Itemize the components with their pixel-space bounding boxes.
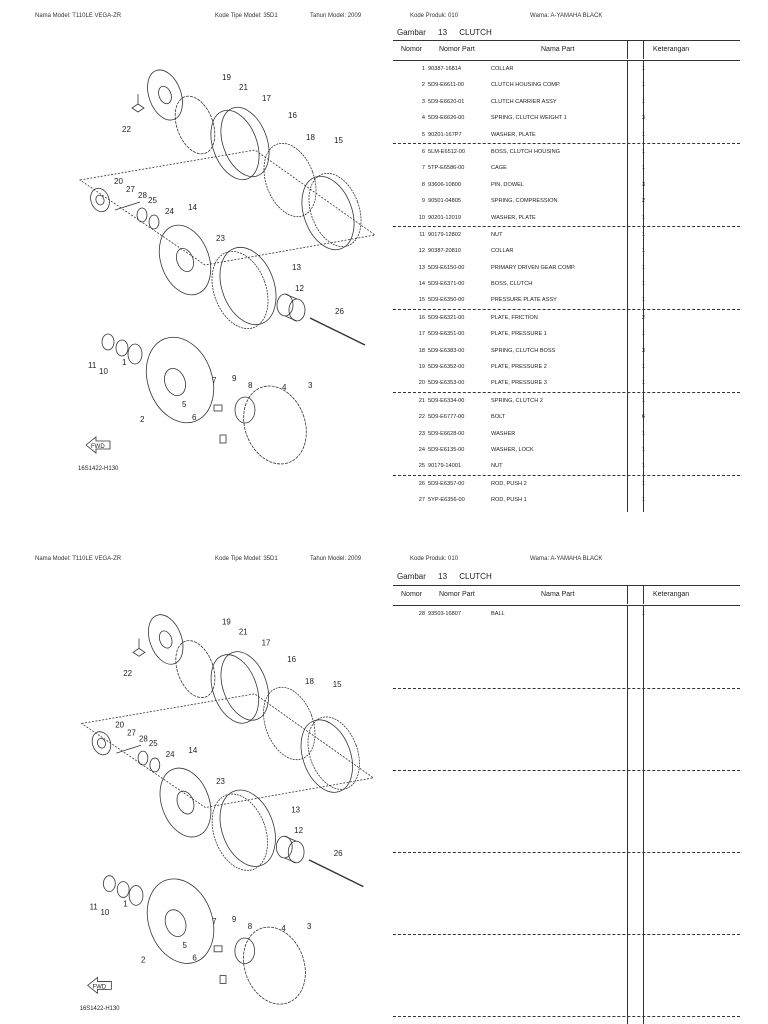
part-quantity: 1 — [641, 497, 645, 504]
model-name: Nama Model: T110LE VEGA-ZR — [35, 556, 122, 562]
callout: 27 — [126, 185, 135, 194]
part-number: 93503-16807 — [428, 611, 461, 617]
callout: 11 — [88, 361, 97, 370]
row-number: 27 — [418, 497, 425, 504]
table-row — [393, 227, 740, 243]
row-number: 23 — [418, 430, 425, 437]
part-name: COLLAR — [491, 66, 514, 72]
part-quantity: 1 — [641, 165, 645, 172]
col-nama-part: Nama Part — [541, 591, 575, 598]
table-row — [393, 243, 740, 259]
row-number: 15 — [418, 297, 425, 304]
part-name: BOLT — [491, 414, 506, 421]
callout: 25 — [148, 739, 158, 749]
row-number: 16 — [418, 314, 425, 321]
col-nomor: Nomor — [401, 46, 423, 53]
table-row — [393, 210, 740, 227]
row-number: 17 — [418, 331, 425, 338]
figure-code: 16S1422-H130 — [78, 466, 119, 472]
figure-code: 16S1422-H130 — [79, 1006, 120, 1013]
callout-numbers — [90, 618, 344, 965]
callout: 24 — [165, 750, 175, 760]
part-quantity: 1 — [641, 231, 645, 238]
table-row — [393, 458, 740, 475]
callout: 20 — [115, 720, 125, 730]
model-type-code: Kode Tipe Model: 35D1 — [215, 13, 278, 19]
model-year: Tahun Model: 2009 — [310, 13, 362, 19]
callout: 3 — [307, 922, 312, 932]
part-quantity: 2 — [641, 198, 645, 205]
callout: 5 — [182, 940, 187, 950]
part-number: 5D9-E6350-00 — [428, 297, 465, 304]
clutch-diagram-svg — [70, 595, 380, 1020]
part-number: 5D9-E6371-00 — [428, 281, 465, 288]
part-quantity: 1 — [641, 264, 645, 271]
part-quantity: 1 — [641, 131, 645, 138]
table-row — [393, 292, 740, 309]
col-keterangan: Keterangan — [653, 591, 690, 598]
part-name: WASHER, PLATE — [491, 131, 536, 138]
part-quantity: 6 — [641, 414, 645, 421]
callout: 18 — [306, 133, 315, 142]
figure-label: Gambar — [397, 572, 426, 581]
callout: 1 — [123, 899, 128, 909]
callout: 8 — [247, 922, 253, 932]
table-row — [393, 393, 740, 409]
part-number: 90387-20810 — [428, 248, 461, 255]
part-number: 93606-10800 — [428, 181, 461, 188]
callout: 10 — [100, 908, 110, 918]
part-number: 5D9-E6353-00 — [428, 380, 465, 387]
part-name: NUT — [491, 231, 503, 238]
part-name: CLUTCH CARRIER ASSY — [491, 98, 557, 105]
fwd-label: FWD — [91, 444, 105, 450]
callout: 22 — [122, 125, 131, 134]
callout: 16 — [287, 655, 297, 665]
row-number: 10 — [418, 214, 425, 221]
part-name: BALL — [491, 611, 505, 617]
part-name: PLATE, PRESSURE 3 — [491, 380, 547, 387]
part-number: 5D9-E6777-00 — [428, 414, 465, 421]
figure-number: 13 — [438, 572, 448, 581]
col-nomor-part: Nomor Part — [439, 46, 475, 53]
row-number: 22 — [418, 414, 425, 421]
row-number: 7 — [421, 165, 425, 172]
part-name: COLLAR — [491, 248, 514, 255]
part-number: 90201-167P7 — [428, 131, 462, 138]
table-row — [393, 77, 740, 93]
row-number: 5 — [421, 131, 425, 138]
part-number: 90501-04805 — [428, 198, 461, 205]
row-number: 3 — [421, 98, 425, 105]
callout: 28 — [139, 734, 148, 744]
callout: 19 — [222, 617, 231, 627]
row-number: 28 — [418, 611, 425, 617]
part-quantity: 1 — [641, 397, 645, 404]
part-number: 5D9-E6611-00 — [428, 82, 464, 89]
table-row — [393, 276, 740, 292]
part-name: ROD, PUSH 1 — [491, 497, 527, 504]
table-row — [393, 442, 740, 458]
table-row — [393, 193, 740, 209]
table-row — [393, 326, 740, 342]
clutch-exploded-diagram — [70, 595, 380, 1020]
table-row — [393, 61, 740, 77]
callout: 26 — [333, 848, 343, 858]
col-nomor-part: Nomor Part — [439, 591, 475, 598]
callout: 21 — [239, 83, 248, 92]
callout: 20 — [114, 177, 123, 186]
table-row — [393, 359, 740, 375]
part-number: 5TP-E6586-00 — [428, 165, 465, 172]
part-name: ROD, PUSH 2 — [491, 480, 527, 487]
callout: 15 — [334, 136, 343, 145]
row-number: 24 — [418, 446, 425, 453]
part-quantity: 1 — [641, 248, 645, 255]
table-row — [393, 476, 740, 492]
part-number: 5D9-E6321-00 — [428, 314, 465, 321]
callout: 27 — [127, 728, 136, 738]
parts-table — [393, 40, 740, 512]
callout: 7 — [212, 376, 217, 385]
figure-heading — [397, 28, 502, 37]
table-row — [393, 409, 740, 425]
figure-heading — [397, 572, 502, 581]
part-name: SPRING, CLUTCH WEIGHT 1 — [491, 115, 567, 122]
table-row — [393, 177, 740, 193]
table-row — [393, 110, 740, 126]
callout: 2 — [140, 955, 146, 965]
callout: 1 — [122, 358, 127, 367]
part-quantity: 1 — [641, 380, 645, 387]
part-quantity: 1 — [641, 214, 645, 221]
part-number: 5D9-E6620-01 — [428, 98, 465, 105]
figure-number: 13 — [438, 28, 448, 37]
table-body — [393, 61, 740, 512]
part-number: 5D9-E6626-00 — [428, 115, 465, 122]
part-name: PLATE, FRICTION — [491, 314, 538, 321]
color-name: Warna: A-YAMAHA BLACK — [530, 13, 603, 19]
table-row — [393, 310, 740, 326]
row-number: 9 — [421, 198, 425, 205]
callout: 12 — [295, 284, 304, 293]
table-header — [393, 40, 740, 61]
callout: 6 — [192, 953, 197, 963]
part-quantity: 1 — [641, 480, 645, 487]
callout: 22 — [123, 669, 132, 679]
callout: 16 — [288, 111, 297, 120]
part-name: WASHER — [491, 430, 516, 437]
part-number: 5D9-E6383-00 — [428, 347, 465, 354]
part-quantity: 1 — [641, 82, 645, 89]
catalog-page-2 — [0, 545, 768, 1024]
model-year: Tahun Model: 2009 — [310, 556, 362, 562]
part-number: 5D9-E6352-00 — [428, 364, 465, 371]
table-row — [393, 94, 740, 110]
col-nomor: Nomor — [401, 591, 423, 598]
table-row — [393, 127, 740, 144]
callout: 12 — [294, 826, 303, 836]
part-quantity: 2 — [641, 314, 645, 321]
callout: 2 — [140, 415, 145, 424]
color-name: Warna: A-YAMAHA BLACK — [530, 556, 603, 562]
part-quantity: 1 — [641, 281, 645, 288]
part-name: PLATE, PRESSURE 2 — [491, 364, 547, 371]
callout: 6 — [192, 413, 197, 422]
part-quantity: 1 — [641, 331, 645, 338]
part-quantity: 1 — [641, 611, 645, 617]
row-number: 26 — [418, 480, 425, 487]
part-quantity: 3 — [641, 181, 645, 188]
part-name: SPRING, COMPRESSION — [491, 198, 558, 205]
part-name: NUT — [491, 463, 503, 470]
part-number: 90387-16814 — [428, 66, 461, 72]
part-name: BOSS, CLUTCH — [491, 281, 533, 288]
table-row — [393, 260, 740, 276]
part-name: PLATE, PRESSURE 1 — [491, 331, 547, 338]
callout: 26 — [335, 307, 344, 316]
row-number: 12 — [418, 248, 425, 255]
model-name: Nama Model: T110LE VEGA-ZR — [35, 13, 122, 19]
part-number: 5D9-E6351-00 — [428, 331, 465, 338]
row-number: 14 — [418, 281, 425, 288]
part-name: BOSS, CLUTCH HOUSING — [491, 148, 560, 155]
part-quantity: 1 — [641, 446, 645, 453]
callout: 11 — [89, 902, 98, 912]
figure-title: CLUTCH — [459, 572, 492, 581]
part-number: 5D9-E6135-00 — [428, 446, 465, 453]
callout: 9 — [231, 915, 237, 925]
part-name: CLUTCH HOUSING COMP. — [491, 82, 561, 89]
callout: 4 — [281, 924, 286, 934]
callout: 23 — [216, 234, 225, 243]
part-quantity: 1 — [641, 364, 645, 371]
figure-label: Gambar — [397, 28, 426, 37]
callout: 15 — [332, 679, 342, 689]
part-name: SPRING, CLUTCH BOSS — [491, 347, 556, 354]
table-row — [393, 375, 740, 392]
callout: 7 — [212, 917, 217, 927]
part-number: 5YP-E6356-00 — [428, 497, 465, 504]
row-number: 8 — [421, 181, 425, 188]
part-name: PIN, DOWEL — [491, 181, 524, 188]
part-quantity: 3 — [641, 115, 645, 122]
callout: 5 — [182, 400, 187, 409]
part-name: PRIMARY DRIVEN GEAR COMP. — [491, 264, 576, 271]
table-row — [393, 343, 740, 359]
callout: 3 — [308, 381, 313, 390]
row-number: 18 — [418, 347, 425, 354]
part-number: 90201-12019 — [428, 214, 461, 221]
row-number: 13 — [418, 264, 425, 271]
callout-numbers — [88, 73, 344, 424]
part-number: 5D9-E6357-00 — [428, 480, 465, 487]
product-code: Kode Produk: 010 — [410, 556, 459, 562]
row-number: 25 — [418, 463, 425, 470]
row-number: 11 — [419, 231, 425, 238]
callout: 8 — [248, 381, 253, 390]
row-number: 6 — [421, 148, 425, 155]
parts-table — [393, 585, 740, 1024]
part-name: PRESSURE PLATE ASSY — [491, 297, 557, 304]
fwd-label: FWD — [92, 984, 107, 991]
part-quantity: 1 — [641, 463, 645, 470]
part-name: WASHER, LOCK — [491, 446, 534, 453]
col-keterangan: Keterangan — [653, 46, 690, 53]
col-nama-part: Nama Part — [541, 46, 575, 53]
callout: 21 — [238, 627, 248, 637]
table-row — [393, 426, 740, 442]
model-type-code: Kode Tipe Model: 35D1 — [215, 556, 278, 562]
part-quantity: 1 — [641, 66, 645, 72]
table-row — [393, 492, 740, 508]
callout: 9 — [232, 374, 237, 383]
part-name: CAGE — [491, 165, 507, 172]
row-number: 1 — [421, 66, 425, 72]
part-quantity: 1 — [641, 297, 645, 304]
callout: 10 — [99, 367, 108, 376]
table-body — [393, 606, 740, 1024]
part-name: WASHER, PLATE — [491, 214, 536, 221]
callout: 23 — [216, 776, 225, 786]
callout: 24 — [165, 207, 174, 216]
callout: 17 — [262, 94, 271, 103]
part-number: 5D9-E6150-00 — [428, 264, 465, 271]
table-header — [393, 585, 740, 606]
figure-title: CLUTCH — [459, 28, 492, 37]
row-number: 20 — [418, 380, 425, 387]
row-number: 4 — [421, 115, 425, 122]
callout: 13 — [291, 805, 301, 815]
product-code: Kode Produk: 010 — [410, 13, 459, 19]
table-row — [393, 144, 740, 160]
callout: 18 — [305, 676, 314, 686]
part-quantity: 3 — [641, 347, 645, 354]
row-number: 2 — [421, 82, 425, 89]
clutch-diagram-svg — [70, 50, 380, 480]
callout: 13 — [292, 263, 301, 272]
callout: 19 — [222, 73, 231, 82]
callout: 25 — [148, 196, 157, 205]
row-number: 21 — [418, 397, 425, 404]
part-number: 5LM-E6512-00 — [428, 148, 466, 155]
part-number: 90179-14001 — [428, 463, 461, 470]
clutch-exploded-diagram — [70, 50, 380, 480]
row-number: 19 — [418, 364, 425, 371]
table-row — [393, 160, 740, 176]
callout: 14 — [188, 746, 198, 756]
part-name: SPRING, CLUTCH 2 — [491, 397, 543, 404]
table-row — [393, 606, 740, 622]
callout: 28 — [138, 191, 147, 200]
callout: 17 — [261, 638, 271, 648]
part-number: 5D9-E6628-00 — [428, 430, 465, 437]
part-number: 5D9-E6334-00 — [428, 397, 465, 404]
callout: 4 — [282, 383, 287, 392]
callout: 14 — [188, 203, 197, 212]
part-number: 90179-12802 — [428, 231, 461, 238]
part-quantity: 1 — [641, 148, 645, 155]
part-quantity: 1 — [641, 98, 645, 105]
part-quantity: 1 — [641, 430, 645, 437]
